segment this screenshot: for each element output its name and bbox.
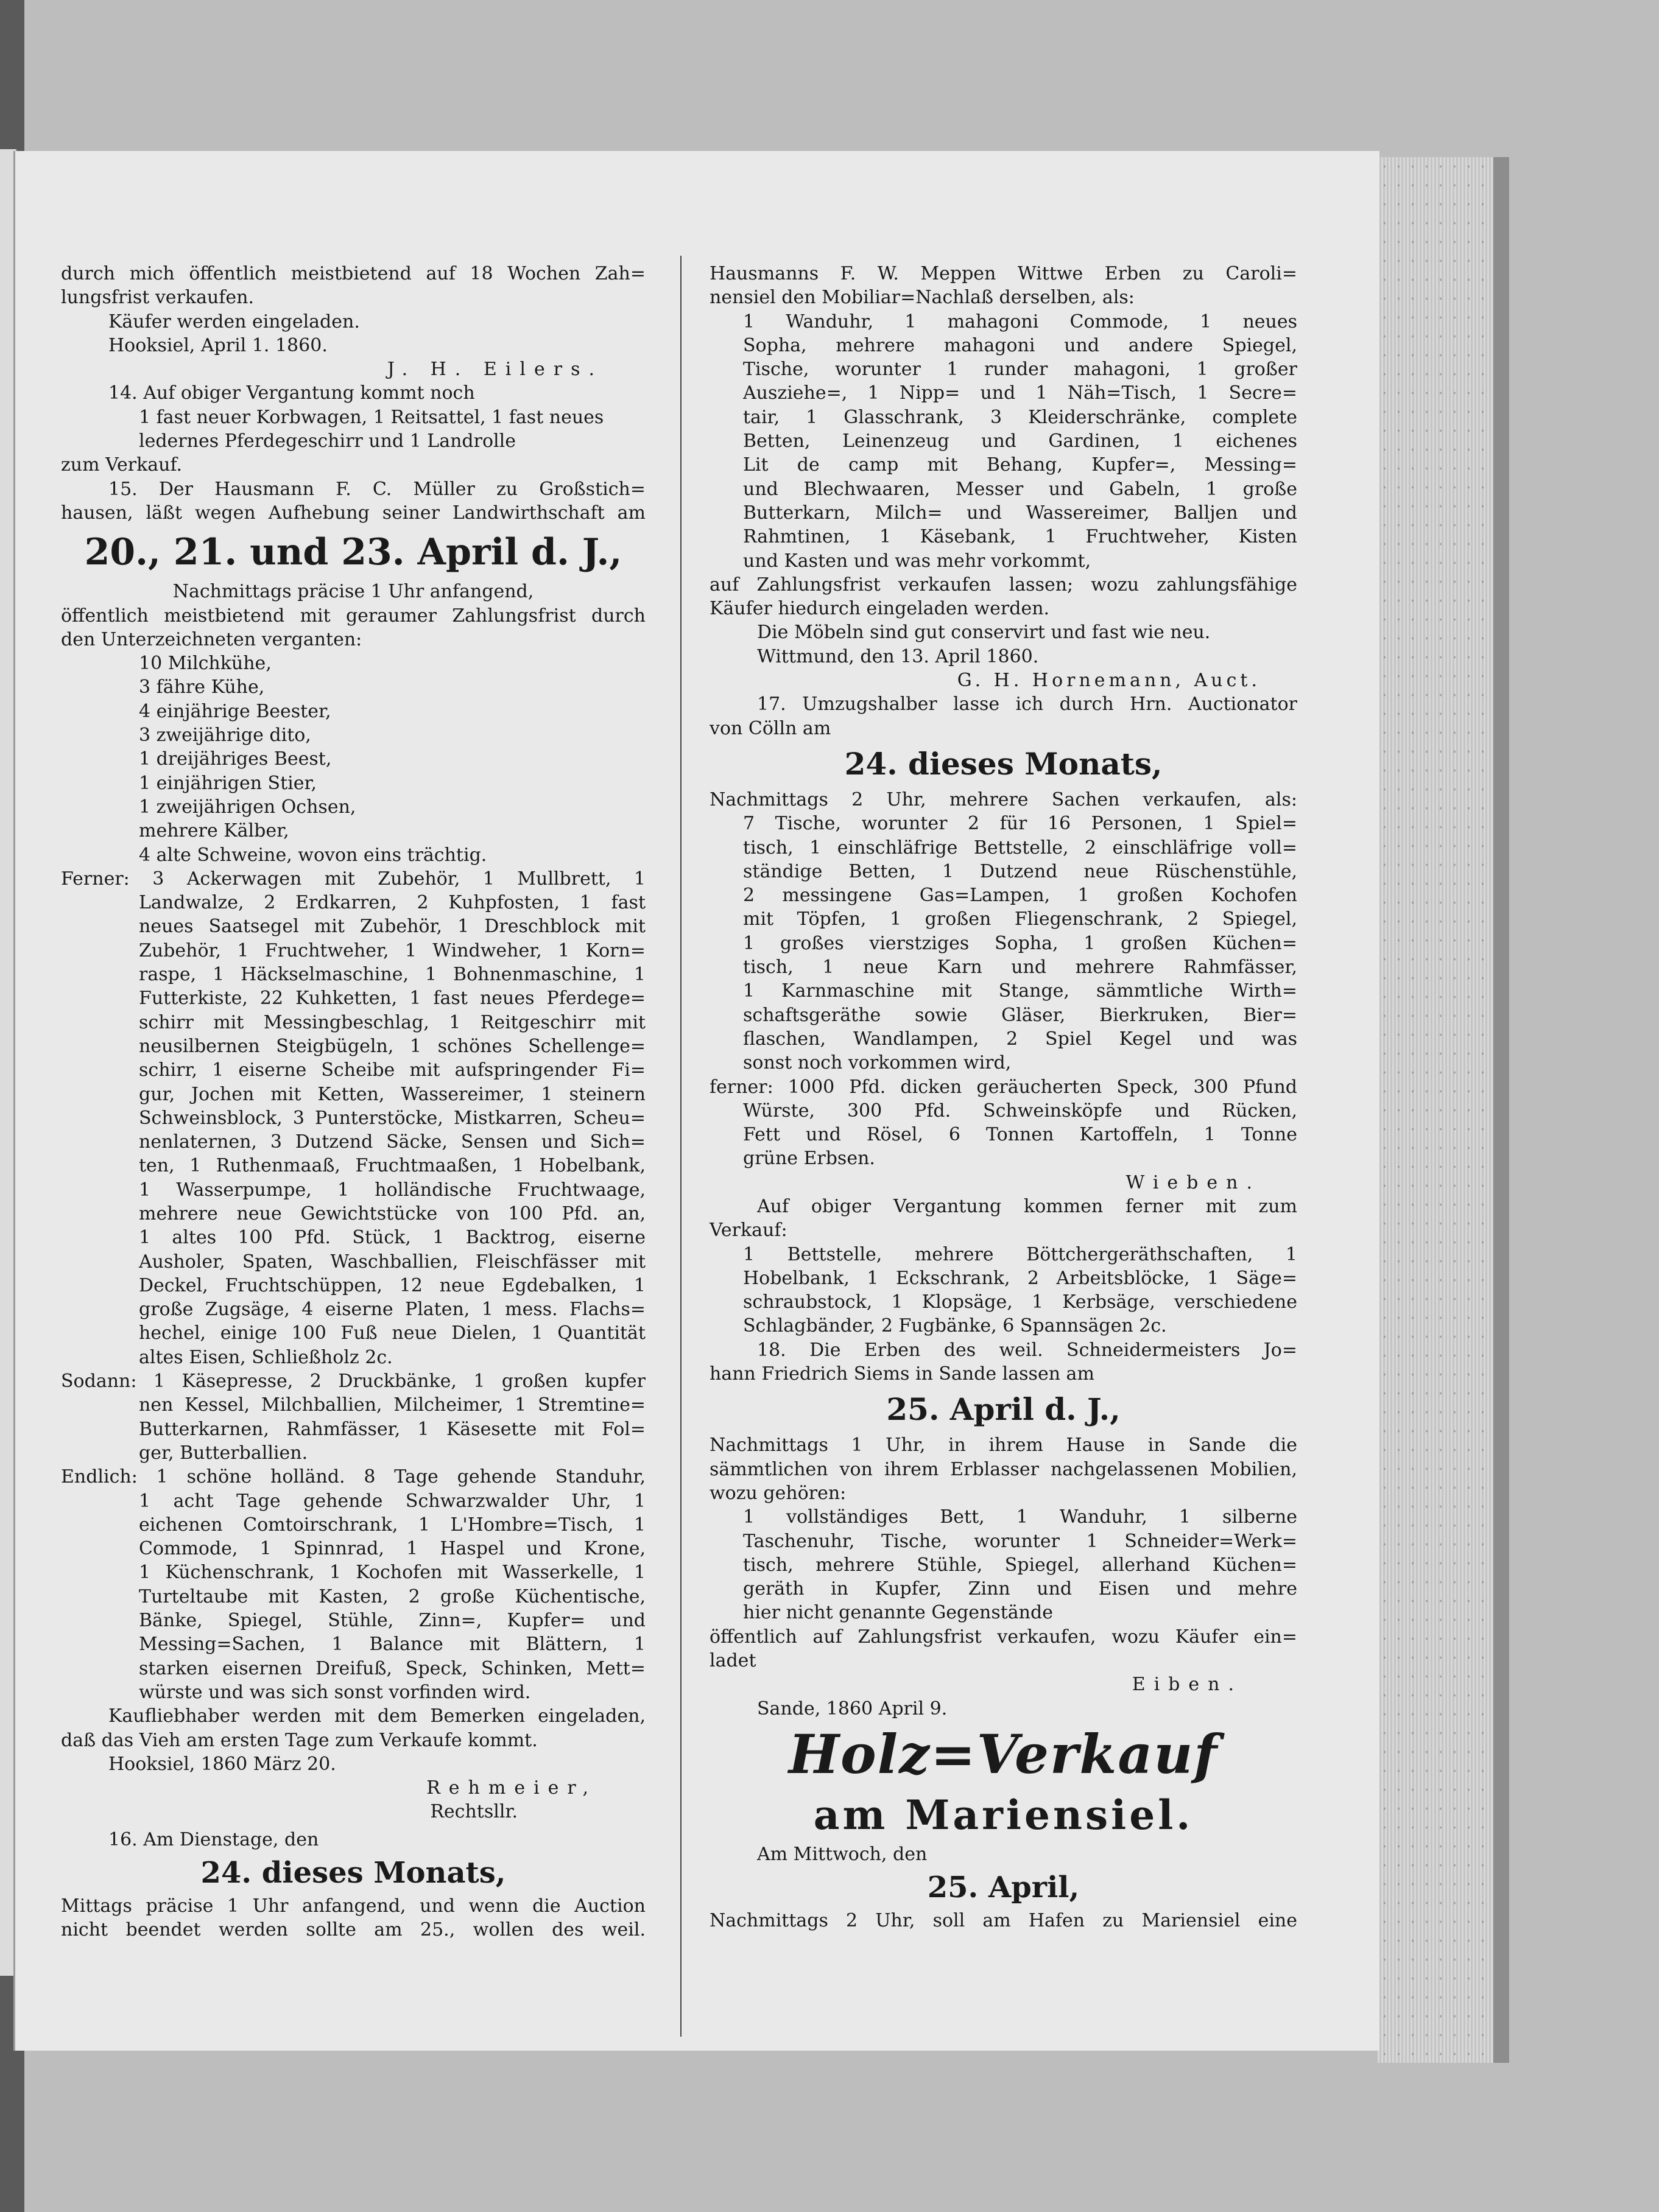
list-item: tisch, 1 neue Karn und mehrere Rahmfässer, (743, 957, 1297, 978)
signature-title: Rechtsllr. (430, 1801, 518, 1823)
list-item: und Blechwaaren, Messer und Gabeln, 1 große (743, 478, 1297, 500)
text-line: Fett und Rösel, 6 Tonnen Kartoffeln, 1 Tonne (743, 1124, 1297, 1146)
column-divider (680, 256, 682, 2037)
text-line: daß das Vieh am ersten Tage zum Verkaufe kommt. (61, 1729, 538, 1751)
text-line: hechel, einige 100 Fuß neue Dielen, 1 Quantität (139, 1322, 646, 1344)
text-line: Nachmittags 2 Uhr, mehrere Sachen verkaufen, als: (710, 788, 1297, 810)
text-line: Auf obiger Vergantung kommen ferner mit zum (757, 1195, 1297, 1217)
text-line: Zubehör, 1 Fruchtweher, 1 Windweher, 1 Korn= (139, 939, 646, 961)
text-line: Endlich: 1 schöne holländ. 8 Tage gehende Standuhr, (61, 1466, 646, 1488)
text-line: zum Verkauf. (61, 454, 183, 476)
text-line: Hausmanns F. W. Meppen Wittwe Erben zu Caroli= (710, 263, 1297, 284)
text-line: Würste, 300 Pfd. Schweinsköpfe und Rücken, (743, 1100, 1297, 1122)
text-line: lungsfrist verkaufen. (61, 287, 255, 309)
text-line: 1 acht Tage gehende Schwarzwalder Uhr, 1 (139, 1490, 646, 1512)
text-line: schirr, 1 eiserne Scheibe mit aufspringender Fi= (139, 1059, 646, 1081)
list-item: geräth in Kupfer, Zinn und Eisen und mehre (743, 1578, 1297, 1600)
text-line: ten, 1 Ruthenmaaß, Fruchtmaaßen, 1 Hobelbank, (139, 1155, 646, 1177)
list-item: tisch, 1 einschläfrige Bettstelle, 2 einschläfrige voll= (743, 837, 1297, 858)
text-line: Mittags präcise 1 Uhr anfangend, und wenn die Auction (61, 1895, 646, 1917)
text-line: nensiel den Mobiliar=Nachlaß derselben, als: (710, 287, 1135, 309)
list-item: Taschenuhr, Tische, worunter 1 Schneider=Werk= (743, 1530, 1297, 1552)
text-line: ferner: 1000 Pfd. dicken geräucherten Speck, 300 Pfund (710, 1076, 1297, 1098)
text-line: starken eisernen Dreifuß, Speck, Schinken, Mett= (139, 1657, 646, 1679)
text-line: nicht beendet werden sollte am 25., wollen des weil. (61, 1919, 646, 1941)
list-item: 1 großes vierstziges Sopha, 1 großen Küchen= (743, 932, 1297, 954)
text-line: neusilbernen Steigbügeln, 1 schönes Schellenge= (139, 1035, 646, 1057)
list-item: 1 dreijähriges Beest, (139, 748, 332, 770)
list-item: tair, 1 Glasschrank, 3 Kleiderschränke, complete (743, 406, 1297, 428)
list-item: 4 alte Schweine, wovon eins trächtig. (139, 844, 487, 866)
text-line: Messing=Sachen, 1 Balance mit Blättern, 1 (139, 1634, 646, 1655)
list-item: hier nicht genannte Gegenstände (743, 1602, 1053, 1624)
list-item: Ausziehe=, 1 Nipp= und 1 Näh=Tisch, 1 Secre= (743, 382, 1297, 404)
auction-date: 24. dieses Monats, (844, 745, 1163, 782)
text-line: Verkauf: (710, 1220, 787, 1241)
text-line: den Unterzeichneten verganten: (61, 628, 362, 650)
text-line: Deckel, Fruchtschüppen, 12 neue Egdebalken, 1 (139, 1274, 646, 1296)
list-item: Betten, Leinenzeug und Gardinen, 1 eichenes (743, 430, 1297, 452)
signature: Rehmeier, (426, 1777, 597, 1799)
text-line: Wittmund, den 13. April 1860. (757, 645, 1039, 667)
text-line: gur, Jochen mit Ketten, Wassereimer, 1 steinern (139, 1083, 646, 1105)
list-item: Schlagbänder, 2 Fugbänke, 6 Spannsägen 2c. (743, 1315, 1167, 1337)
notice-17-heading: 17. Umzugshalber lasse ich durch Hrn. Auctionator (757, 693, 1297, 715)
list-item: Sopha, mehrere mahagoni und andere Spiegel, (743, 334, 1297, 356)
text-line: 1 altes 100 Pfd. Stück, 1 Backtrog, eiserne (139, 1227, 646, 1249)
text-line: Am Mittwoch, den (757, 1843, 928, 1865)
text-line: grüne Erbsen. (743, 1148, 875, 1170)
text-line: Kaufliebhaber werden mit dem Bemerken eingeladen, (108, 1705, 646, 1727)
list-item: Tische, worunter 1 runder mahagoni, 1 großer (743, 359, 1297, 381)
list-item: Butterkarn, Milch= und Wassereimer, Balljen und (743, 502, 1297, 524)
text-line: Nachmittags 2 Uhr, soll am Hafen zu Mariensiel eine (710, 1910, 1297, 1932)
list-item: 10 Milchkühe, (139, 653, 272, 675)
notice-14-heading: 14. Auf obiger Vergantung kommt noch (108, 382, 475, 404)
notice-18-heading: 18. Die Erben des weil. Schneidermeisters Jo= (757, 1339, 1297, 1361)
text-line: auf Zahlungsfrist verkaufen lassen; wozu zahlungsfähige (710, 574, 1297, 595)
list-item: mit Töpfen, 1 großen Fliegenschrank, 2 Spiegel, (743, 908, 1297, 930)
text-line: Futterkiste, 22 Kuhketten, 1 fast neues Pferdege= (139, 988, 646, 1009)
list-item: 3 zweijährige dito, (139, 725, 311, 746)
text-line: Turteltaube mit Kasten, 2 große Küchentische, (139, 1585, 646, 1607)
list-item: 1 zweijährigen Ochsen, (139, 796, 356, 818)
auction-date: 24. dieses Monats, (200, 1856, 506, 1890)
list-item: und Kasten und was mehr vorkommt, (743, 550, 1091, 572)
signature: Eiben. (1132, 1674, 1242, 1696)
text-line: eichenen Comtoirschrank, 1 L'Hombre=Tisch, 1 (139, 1514, 646, 1536)
text-line: Commode, 1 Spinnrad, 1 Haspel und Krone, (139, 1538, 646, 1560)
list-item: Hobelbank, 1 Eckschrank, 2 Arbeitsblöcke, 1 Säge= (743, 1267, 1297, 1289)
list-item: 4 einjährige Beester, (139, 700, 331, 722)
text-line: Käufer hiedurch eingeladen werden. (710, 598, 1050, 620)
text-line: Landwalze, 2 Erdkarren, 2 Kuhpfosten, 1 fast (139, 892, 646, 914)
text-line: Bänke, Spiegel, Stühle, Zinn=, Kupfer= und (139, 1610, 646, 1632)
text-line: mehrere neue Gewichtstücke von 100 Pfd. an, (139, 1203, 646, 1224)
text-line: Nachmittags präcise 1 Uhr anfangend, (172, 581, 534, 603)
list-item: schraubstock, 1 Klopsäge, 1 Kerbsäge, verschiedene (743, 1291, 1297, 1313)
text-line: Ferner: 3 Ackerwagen mit Zubehör, 1 Mullbrett, 1 (61, 868, 646, 890)
list-item: flaschen, Wandlampen, 2 Spiel Kegel und was (743, 1028, 1297, 1050)
right-column (710, 262, 1297, 1933)
list-item: 1 einjährigen Stier, (139, 772, 317, 794)
list-item: mehrere Kälber, (139, 820, 289, 842)
list-item: tisch, mehrere Stühle, Spiegel, allerhand Küchen= (743, 1554, 1297, 1576)
text-line: 1 Küchenschrank, 1 Kochofen mit Wasserkelle, 1 (139, 1562, 646, 1584)
list-item: 7 Tische, worunter 2 für 16 Personen, 1 Spiel= (743, 813, 1297, 835)
text-line: Nachmittags 1 Uhr, in ihrem Hause in Sande die (710, 1434, 1297, 1456)
list-item: 3 fähre Kühe, (139, 676, 265, 698)
text-line: von Cölln am (710, 717, 831, 739)
text-line: ger, Butterballien. (139, 1442, 308, 1464)
list-item: 1 vollständiges Bett, 1 Wanduhr, 1 silberne (743, 1506, 1297, 1528)
text-line: Butterkarnen, Rahmfässer, 1 Käsesette mit Fol= (139, 1418, 646, 1440)
notice-16-heading: 16. Am Dienstage, den (108, 1828, 319, 1850)
auction-date: 20., 21. und 23. April d. J., (84, 531, 622, 574)
text-line: Die Möbeln sind gut conservirt und fast wie neu. (757, 622, 1211, 644)
text-line: hann Friedrich Siems in Sande lassen am (710, 1363, 1094, 1385)
text-line: Ausholer, Spaten, Waschballien, Fleischfässer mit (139, 1251, 646, 1273)
text-line: öffentlich auf Zahlungsfrist verkaufen, wozu Käufer ein= (710, 1626, 1297, 1648)
list-item: Rahmtinen, 1 Käsebank, 1 Fruchtweher, Kisten (743, 526, 1297, 548)
book-page-edges (1378, 157, 1509, 2063)
list-item: 1 Bettstelle, mehrere Böttchergeräthschaften, 1 (743, 1243, 1297, 1265)
text-line: hausen, läßt wegen Aufhebung seiner Landwirthschaft am (61, 502, 646, 524)
text-line: nen Kessel, Milchballien, Milcheimer, 1 Stremtine= (139, 1394, 646, 1416)
text-line: schirr mit Messingbeschlag, 1 Reitgeschirr mit (139, 1011, 646, 1033)
text-line: ledernes Pferdegeschirr und 1 Landrolle (139, 430, 516, 452)
text-line: große Zugsäge, 4 eiserne Platen, 1 mess. Flachs= (139, 1299, 646, 1321)
mariensiel-heading: am Mariensiel. (813, 1791, 1194, 1839)
list-item: schaftsgeräthe sowie Gläser, Bierkruken, Bier= (743, 1004, 1297, 1026)
list-item: 1 Wanduhr, 1 mahagoni Commode, 1 neues (743, 311, 1297, 332)
text-line: ladet (710, 1650, 756, 1672)
auction-date: 25. April, (927, 1870, 1080, 1905)
text-line: 1 Wasserpumpe, 1 holländische Fruchtwaage, (139, 1179, 646, 1201)
list-item: 2 messingene Gas=Lampen, 1 großen Kochofen (743, 885, 1297, 907)
text-line: Hooksiel, April 1. 1860. (108, 334, 328, 356)
notice-15-heading: 15. Der Hausmann F. C. Müller zu Großstich= (108, 478, 646, 500)
auction-date: 25. April d. J., (886, 1391, 1121, 1428)
left-column (61, 262, 646, 1942)
signature: J. H. Eilers. (387, 359, 603, 381)
text-line: altes Eisen, Schließholz 2c. (139, 1346, 393, 1368)
list-item: sonst noch vorkommen wird, (743, 1052, 1012, 1074)
text-line: Käufer werden eingeladen. (108, 311, 360, 332)
text-line: neues Saatsegel mit Zubehör, 1 Dreschblock mit (139, 916, 646, 938)
text-line: Sodann: 1 Käsepresse, 2 Druckbänke, 1 großen kupfer (61, 1371, 646, 1392)
text-line: wozu gehören: (710, 1482, 847, 1504)
list-item: ständige Betten, 1 Dutzend neue Rüschenstühle, (743, 860, 1297, 882)
text-line: öffentlich meistbietend mit geraumer Zahlungsfrist durch (61, 605, 646, 627)
text-line: raspe, 1 Häckselmaschine, 1 Bohnenmaschine, 1 (139, 964, 646, 986)
text-line: Schweinsblock, 3 Punterstöcke, Mistkarren, Scheu= (139, 1107, 646, 1129)
text-line: nenlaternen, 3 Dutzend Säcke, Sensen und Sich= (139, 1131, 646, 1153)
list-item: Lit de camp mit Behang, Kupfer=, Messing= (743, 454, 1297, 476)
text-line: sämmtlichen von ihrem Erblasser nachgelassenen Mobilien, (710, 1458, 1297, 1480)
list-item: 1 Karnmaschine mit Stange, sämmtliche Wirth= (743, 980, 1297, 1002)
text-line: durch mich öffentlich meistbietend auf 18 Wochen Zah= (61, 263, 646, 284)
signature: Wieben. (1125, 1171, 1261, 1193)
text-line: würste und was sich sonst vorfinden wird. (139, 1681, 531, 1703)
text-line: Hooksiel, 1860 März 20. (108, 1753, 336, 1775)
signature: G. H. Hornemann, Auct. (957, 670, 1261, 692)
text-line: 1 fast neuer Korbwagen, 1 Reitsattel, 1 fast neues (139, 406, 604, 428)
holz-verkauf-heading: Holz=Verkauf (788, 1722, 1219, 1786)
text-line: Sande, 1860 April 9. (757, 1698, 948, 1719)
